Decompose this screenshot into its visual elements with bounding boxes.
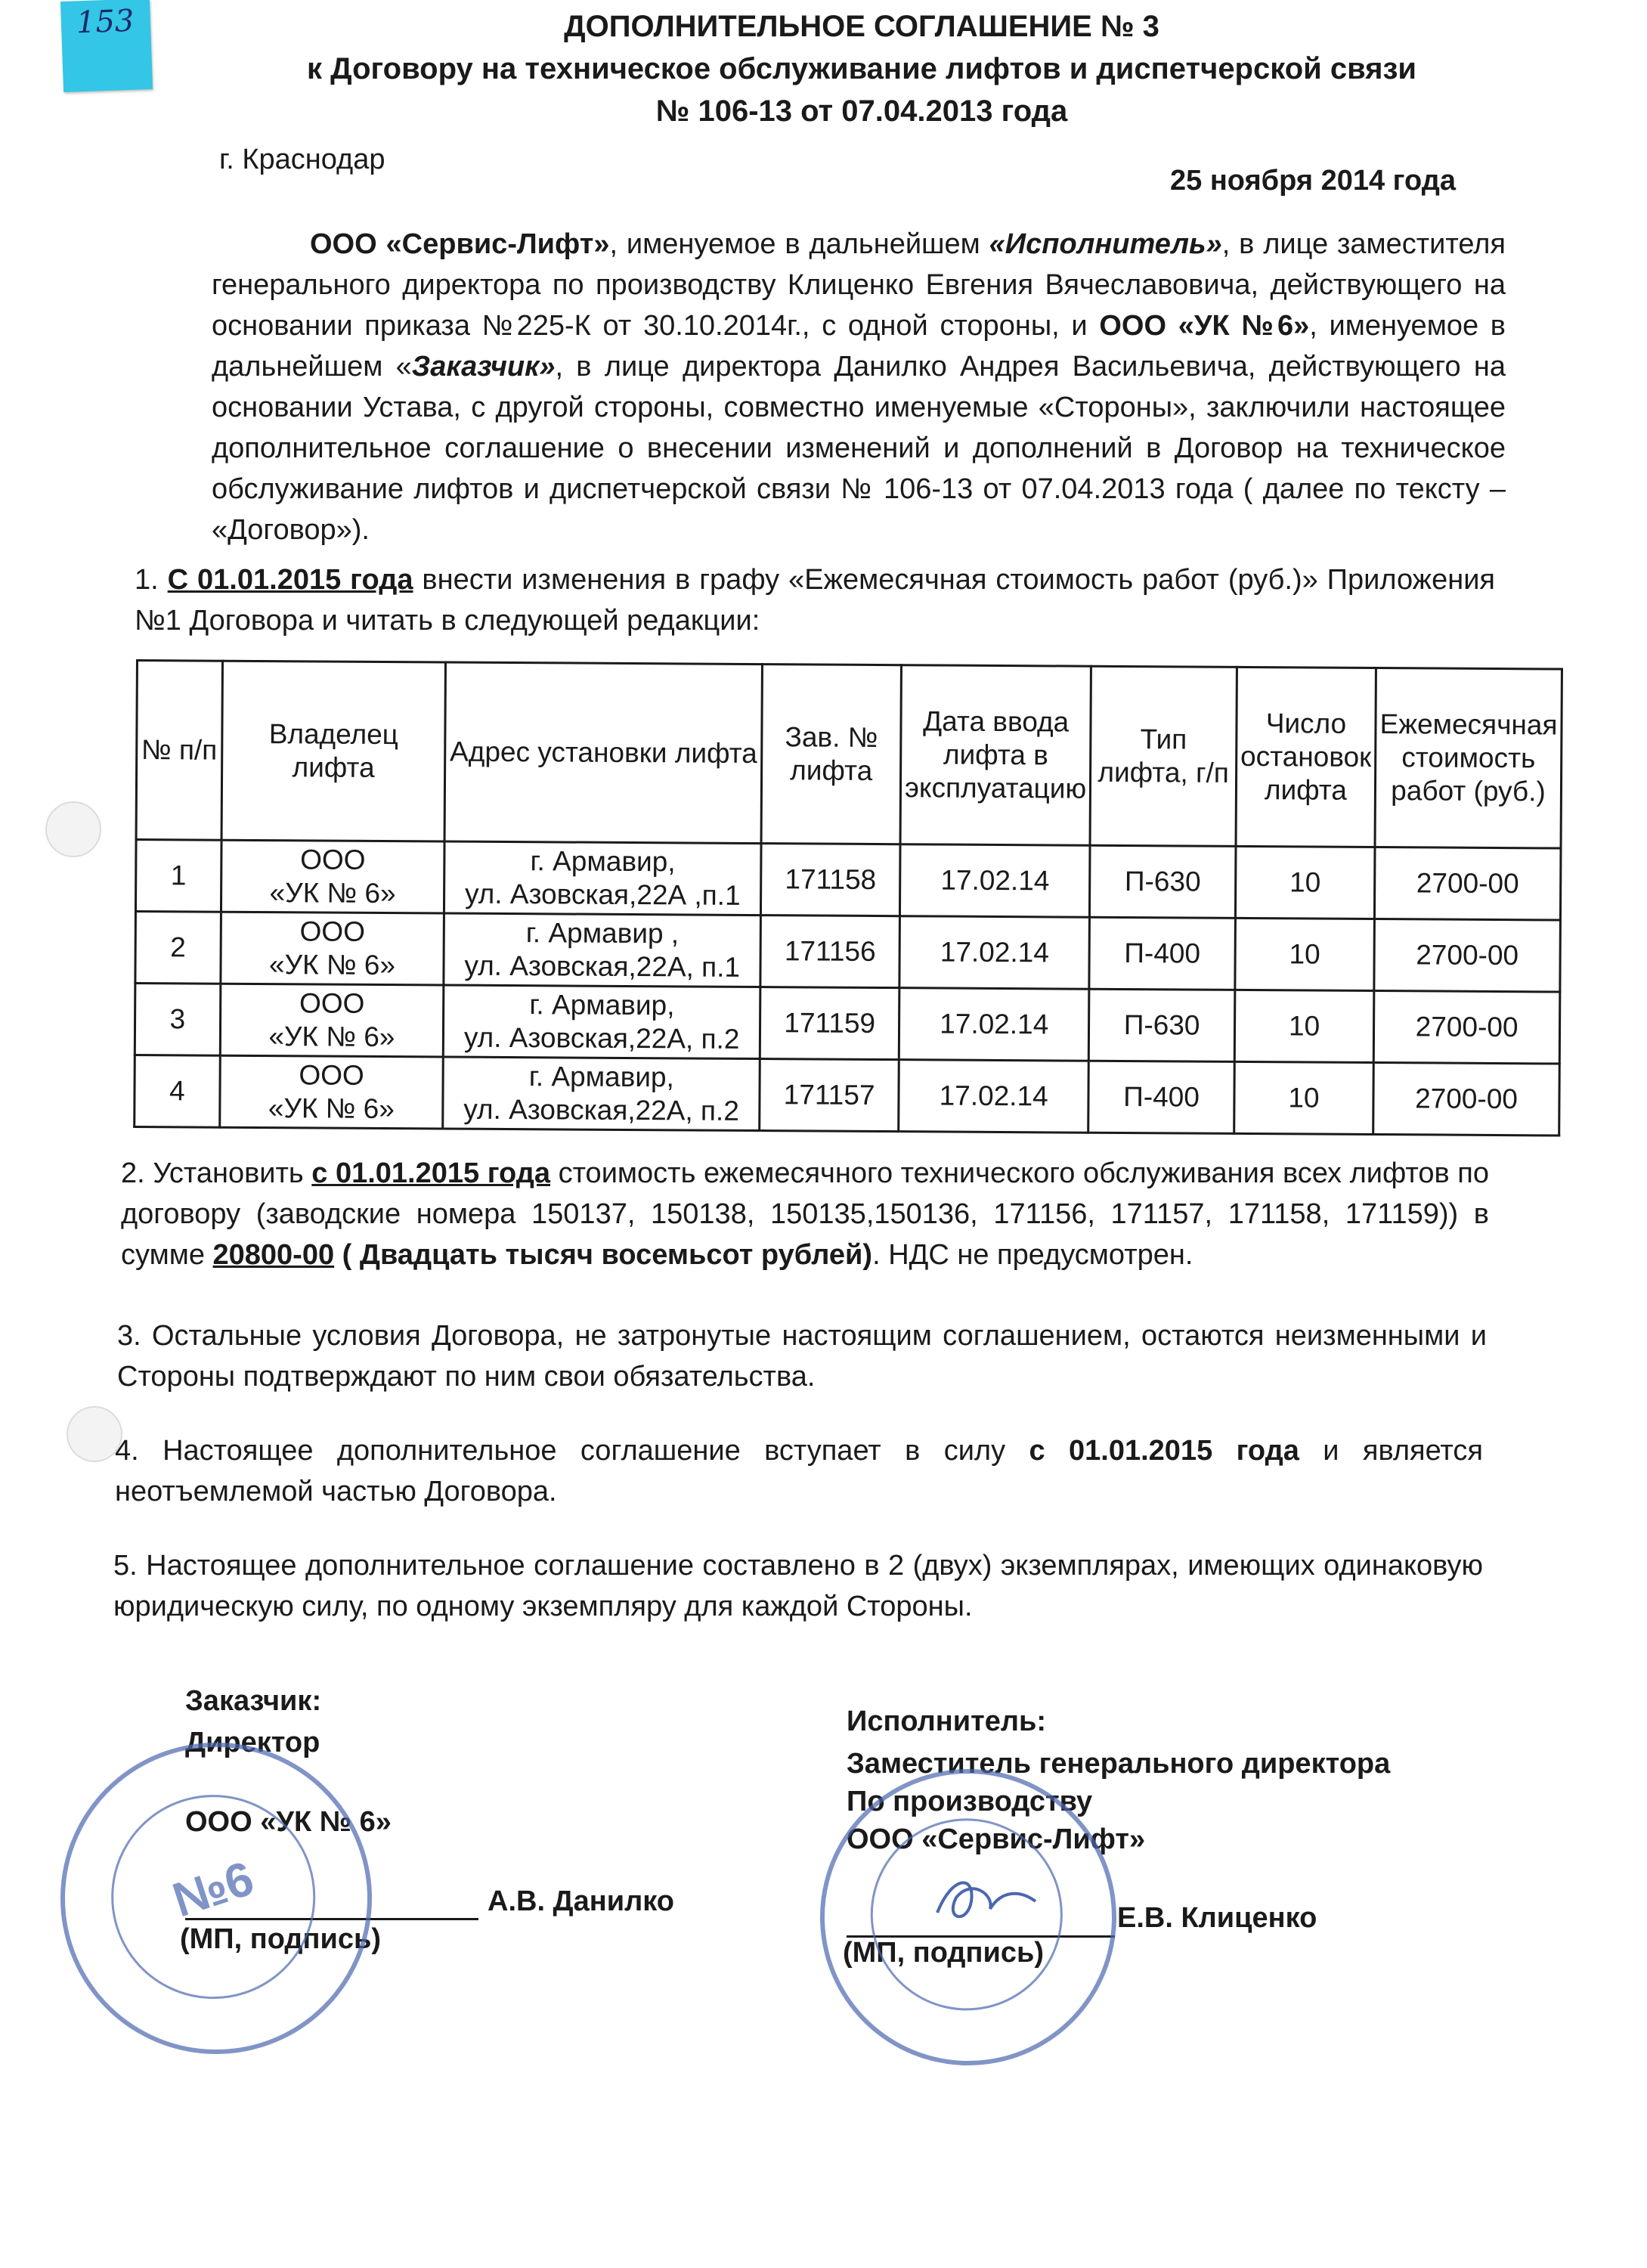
clause-2-sum-words: ( Двадцать тысяч восемьсот рублей) (334, 1239, 873, 1271)
page-number-sticker (60, 0, 153, 92)
table-row: 1 ООО «УК № 6» г. Армавир, ул. Азовская,22А ,п.1 171158 17.02.14 П-630 10 2700-00 (135, 840, 1561, 921)
contractor-mp-label: (МП, подпись) (843, 1937, 1044, 1969)
customer-name: А.В. Данилко (488, 1885, 674, 1917)
doc-title: ДОПОЛНИТЕЛЬНОЕ СОГЛАШЕНИЕ № 3 (564, 10, 1159, 43)
contractor-org-sign: ООО «Сервис-Лифт» (847, 1823, 1146, 1855)
lifts-table (133, 659, 1563, 1137)
sticker-number: 153 (76, 3, 135, 41)
customer-role: Заказчик» (411, 351, 556, 383)
punch-hole (67, 1406, 122, 1462)
clause-1: 1. С 01.01.2015 года внести изменения в графу «Ежемесячная стоимость работ (руб.)» Приложения №1 Договора и читать в следующей редакции: (135, 564, 1495, 637)
contractor-name: Е.В. Клиценко (1117, 1902, 1317, 1934)
doc-contract-ref: № 106-13 от 07.04.2013 года (655, 94, 1068, 128)
customer-position: Директор (185, 1727, 320, 1758)
table-row: 4 ООО «УК № 6» г. Армавир, ул. Азовская,22А, п.2 171157 17.02.14 П-400 10 2700-00 (135, 1055, 1560, 1136)
customer-mp-label: (МП, подпись) (180, 1923, 381, 1955)
customer-org: ООО «УК №6» (1099, 310, 1310, 342)
col-header-serial: Зав. № лифта (761, 665, 901, 844)
doc-place: г. Краснодар (219, 144, 385, 175)
col-header-cost: Ежемесячная стоимость работ (руб.) (1375, 668, 1562, 848)
col-header-owner: Владелец лифта (221, 661, 446, 841)
clause-4: 4. Настоящее дополнительное соглашение вступает в силу с 01.01.2015 года и является неотъемлемой частью Договора. (115, 1435, 1483, 1507)
intro-paragraph: ООО «Сервис-Лифт», именуемое в дальнейшем «Исполнитель», в лице заместителя генерального директора по производству Клиценко Евгения Вячеславовича, действующего на основании приказа №225-К от 30.10.2014г., с одной стороны, и ООО «УК №6», именуемое в дальнейшем «Заказчик», в лице директора Данилко Андрея Васильевича, действующего на основании Устава, с другой стороны, совместно именуемые «Стороны», заключили настоящее дополнительное соглашение о внесении изменений и дополнений в Договор на техническое обслуживание лифтов и диспетчерской связи № 106-13 от 07.04.2013 года ( далее по тексту – «Договор»). (212, 228, 1506, 546)
col-header-type: Тип лифта, г/п (1090, 666, 1237, 846)
clause-5: 5. Настоящее дополнительное соглашение составлено в 2 (двух) экземплярах, имеющих одинаковую юридическую силу, по одному экземпляру для каждой Стороны. (113, 1550, 1483, 1622)
clause-4-date: с 01.01.2015 года (1029, 1435, 1299, 1467)
clause-1-date: С 01.01.2015 года (167, 564, 413, 596)
clause-2: 2. Установить с 01.01.2015 года стоимость ежемесячного технического обслуживания всех лифтов по договору (заводские номера 150137, 150138, 150135,150136, 171156, 171157, 171158, 171159)) в сумме 20800-00 ( Двадцать тысяч восемьсот рублей). НДС не предусмотрен. (121, 1157, 1489, 1271)
doc-subtitle: к Договору на техническое обслуживание лифтов и диспетчерской связи (307, 52, 1416, 85)
table-row: 2 ООО «УК № 6» г. Армавир , ул. Азовская,22А, п.1 171156 17.02.14 П-400 10 2700-00 (135, 912, 1561, 993)
punch-hole (45, 801, 101, 857)
col-header-number: № п/п (136, 661, 222, 841)
customer-stamp (20, 1702, 412, 2094)
customer-label: Заказчик: (185, 1685, 322, 1717)
col-header-address: Адрес установки лифта (444, 662, 762, 844)
customer-org-sign: ООО «УК № 6» (185, 1806, 392, 1838)
clause-3: 3. Остальные условия Договора, не затронутые настоящим соглашением, остаются неизменными и Стороны подтверждают по ним свои обязательства. (117, 1320, 1487, 1393)
table-row: 3 ООО «УК № 6» г. Армавир, ул. Азовская,22А, п.2 171159 17.02.14 П-630 10 2700-00 (135, 984, 1560, 1064)
contractor-org: ООО «Сервис-Лифт» (310, 228, 610, 260)
contractor-role: «Исполнитель» (989, 228, 1222, 260)
clause-2-date: с 01.01.2015 года (311, 1157, 551, 1189)
clause-2-sum: 20800-00 (212, 1239, 335, 1271)
col-header-date: Дата ввода лифта в эксплуатацию (900, 665, 1091, 846)
contractor-position-2: По производству (847, 1786, 1093, 1817)
contractor-label: Исполнитель: (847, 1706, 1047, 1737)
doc-date: 25 ноября 2014 года (1170, 165, 1456, 197)
col-header-stops: Число остановок лифта (1236, 667, 1376, 847)
contractor-position: Заместитель генерального директора (847, 1748, 1391, 1780)
signature-scribble-icon (930, 1867, 1043, 1935)
table-header-row (136, 661, 1562, 849)
stamp-number: №6 (166, 1850, 260, 1928)
